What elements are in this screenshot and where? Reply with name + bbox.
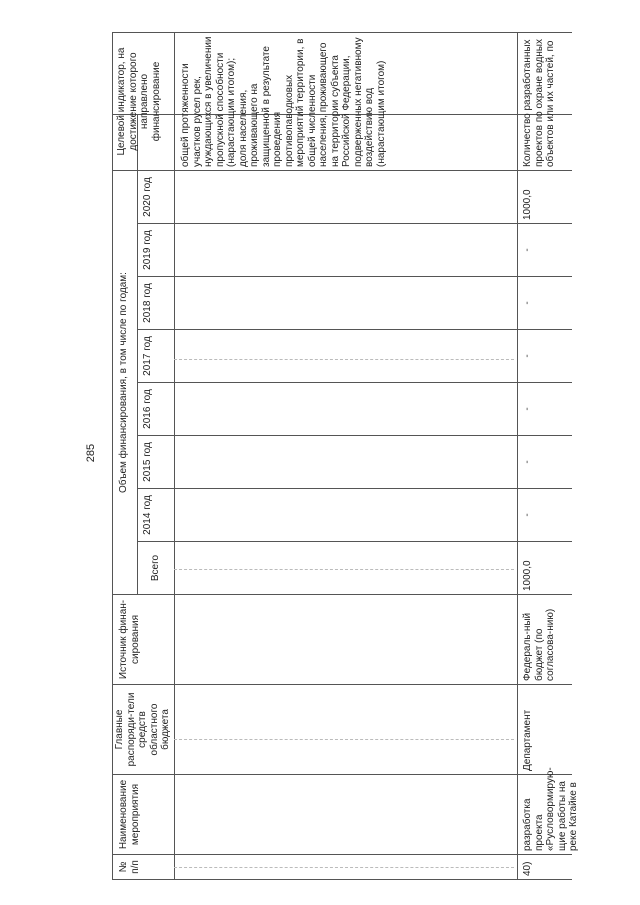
- header-volume-group: Объем финансирования, в том числе по годам:: [118, 272, 129, 493]
- row-40-2018: -: [522, 301, 533, 305]
- row-40-2016: -: [522, 407, 533, 411]
- col-line-0: [112, 879, 572, 880]
- header-2016: 2016 год: [142, 389, 153, 429]
- col-line-11: [137, 223, 572, 224]
- prev-row-target-text: общей протяженности участков русел рек, нуждающихся в увеличении пропускной способности (нарастающим итогом); доля населения, проживающего на защищенной в результате проведения противопаводковых мероприятий территории, в общей численности населения, проживающего на территории субъекта Российской Федерации, подверженных негативному воздействию вод (нарастающим итогом): [180, 36, 387, 167]
- scan-dash-line: [174, 867, 514, 868]
- header-name: Наименование мероприятия: [118, 779, 141, 850]
- row-40-source: Федераль-ный бюджет (по согласова-нию): [522, 608, 556, 681]
- row-40-2017: -: [522, 354, 533, 358]
- header-2014: 2014 год: [142, 495, 153, 535]
- header-source: Источник финан-сирования: [118, 599, 141, 680]
- col-line-1: [112, 854, 572, 855]
- col-line-6: [137, 488, 572, 489]
- page-number: 285: [85, 443, 97, 463]
- col-line-3: [112, 684, 572, 685]
- scan-dash-line: [174, 569, 514, 570]
- col-line-4: [112, 594, 572, 595]
- row-40-2020: 1000,0: [522, 189, 533, 220]
- col-line-2: [112, 774, 572, 775]
- col-line-9: [137, 329, 572, 330]
- row-40-name: разработка проекта «Русловормирую-щие работы на реке Катайке в: [522, 767, 579, 851]
- row-40-2019: -: [522, 248, 533, 252]
- row-40-manager: Департамент: [522, 709, 533, 771]
- col-line-10: [137, 276, 572, 277]
- header-2018: 2018 год: [142, 283, 153, 323]
- row-40-target: Количество разработанных проектов по охране водных объектов или их частей, по: [522, 39, 556, 167]
- row-separator-line: [517, 32, 518, 880]
- header-target: Целевой индикатор, на достижение которого направлено финансирование: [116, 47, 162, 156]
- header-bottom-line: [174, 32, 175, 880]
- header-managers: Главные распоряди-тели средств областного бюджета: [114, 692, 171, 767]
- header-2020: 2020 год: [142, 177, 153, 217]
- scan-dash-line: [174, 359, 514, 360]
- table-top-border: [112, 32, 113, 880]
- col-line-8: [137, 382, 572, 383]
- row-40-total: 1000,0: [522, 560, 533, 591]
- scan-dash-line: [174, 739, 514, 740]
- row-40-2015: -: [522, 460, 533, 464]
- row-40-num: 40): [522, 861, 533, 876]
- header-num: № п/п: [118, 860, 141, 874]
- header-2017: 2017 год: [142, 336, 153, 376]
- rotated-table: [112, 32, 579, 880]
- row-40-2014: -: [522, 513, 533, 517]
- header-2019: 2019 год: [142, 230, 153, 270]
- header-2015: 2015 год: [142, 442, 153, 482]
- col-line-12: [112, 170, 572, 171]
- header-total: Всего: [150, 554, 161, 582]
- col-line-5: [137, 541, 572, 542]
- volume-subheader-line: [137, 115, 138, 595]
- col-line-7: [137, 435, 572, 436]
